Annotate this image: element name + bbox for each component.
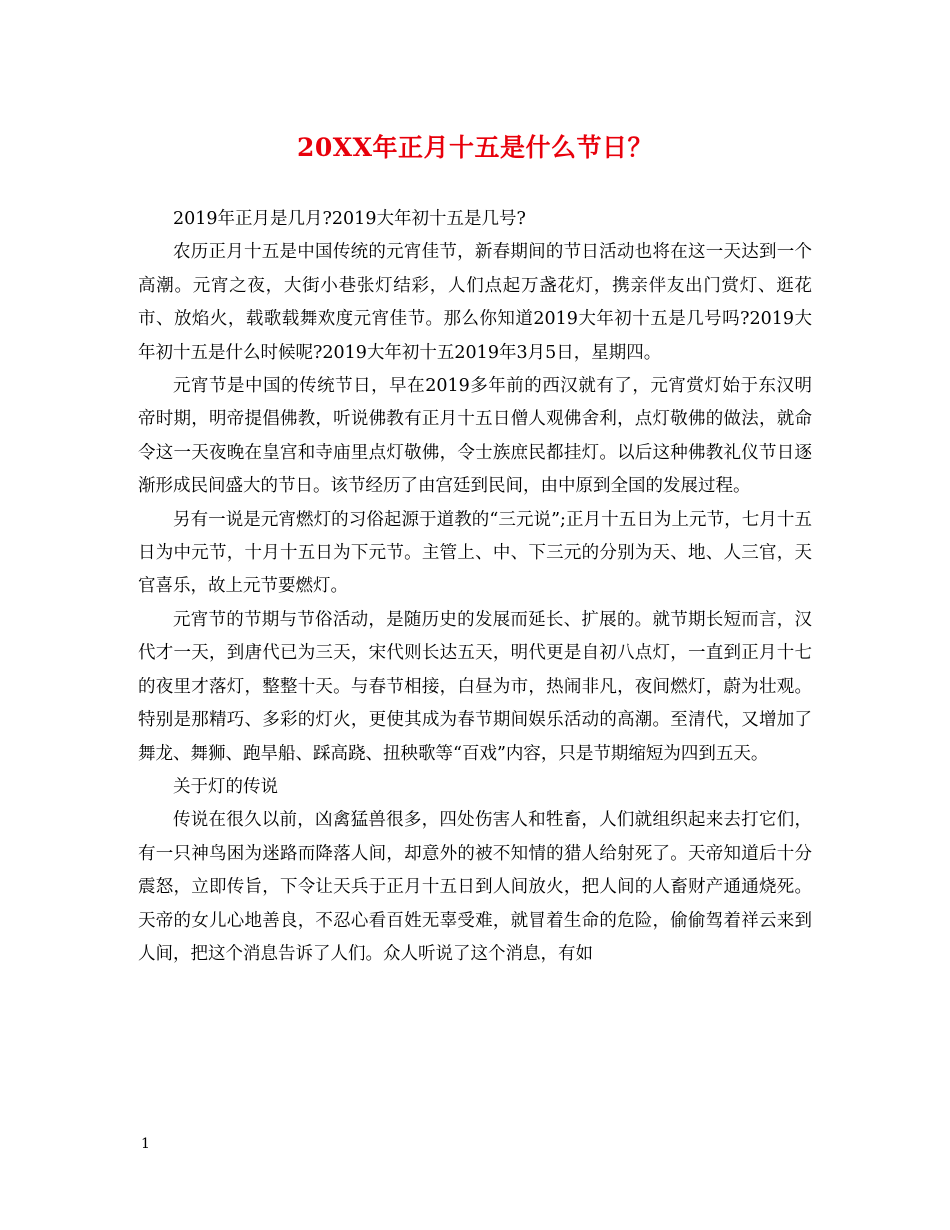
document-body (138, 203, 812, 971)
paragraph-taoist-origin: 另有一说是元宵燃灯的习俗起源于道教的“三元说”;正月十五日为上元节，七月十五日为中元节，十月十五日为下元节。主管上、中、下三元的分别为天、地、人三官，天官喜乐，故上元节要燃灯。 (138, 509, 812, 597)
paragraph-legend: 传说在很久以前，凶禽猛兽很多，四处伤害人和牲畜，人们就组织起来去打它们， 有一只神鸟困为迷路而降落人间，却意外的被不知情的猎人给射死了。天帝知道后十分震怒，立即传旨，下令让天兵于正月十五日到人间放火，把人间的人畜财产通通烧死。 天帝的女儿心地善良，不忍心看百姓无辜受难，就冒着生命的危险，偷偷驾着祥云来到人间，把这个消息告诉了人们。众人听说了这个消息，有如 (138, 810, 812, 964)
paragraph-intro-question: 2019年正月是几月?2019大年初十五是几号? (173, 209, 526, 229)
section-heading-lantern-legend: 关于灯的传说 (173, 776, 278, 797)
paragraph-lantern-festival-intro: 农历正月十五是中国传统的元宵佳节，新春期间的节日活动也将在这一天达到一个高潮。元宵之夜，大街小巷张灯结彩，人们点起万盏花灯，携亲伴友出门赏灯、逛花市、放焰火，载歌载舞欢度元宵佳节。那么你知道2019大年初十五是几号吗?2019大年初十五是什么时候呢?2019大年初十五2019年3月5日，星期四。 (138, 242, 812, 363)
document-title: 20XX年正月十五是什么节日？ (296, 133, 654, 162)
page-number: 1 (141, 1136, 150, 1152)
paragraph-festival-duration: 元宵节的节期与节俗活动，是随历史的发展而延长、扩展的。就节期长短而言，汉代才一天，到唐代已为三天，宋代则长达五天，明代更是自初八点灯，一直到正月十七的夜里才落灯，整整十天。与春节相接，白昼为市，热闹非凡，夜间燃灯，蔚为壮观。特别是那精巧、多彩的灯火，更使其成为春节期间娱乐活动的高潮。至清代，又增加了舞龙、舞狮、跑旱船、踩高跷、扭秧歌等“百戏”内容，只是节期缩短为四到五天。 (138, 609, 812, 764)
paragraph-origin-han: 元宵节是中国的传统节日，早在2019多年前的西汉就有了，元宵赏灯始于东汉明帝时期，明帝提倡佛教，听说佛教有正月十五日僧人观佛舍利，点灯敬佛的做法，就命令这一天夜晚在皇宫和寺庙里点灯敬佛，令士族庶民都挂灯。以后这种佛教礼仪节日逐渐形成民间盛大的节日。该节经历了由宫廷到民间，由中原到全国的发展过程。 (138, 376, 812, 497)
